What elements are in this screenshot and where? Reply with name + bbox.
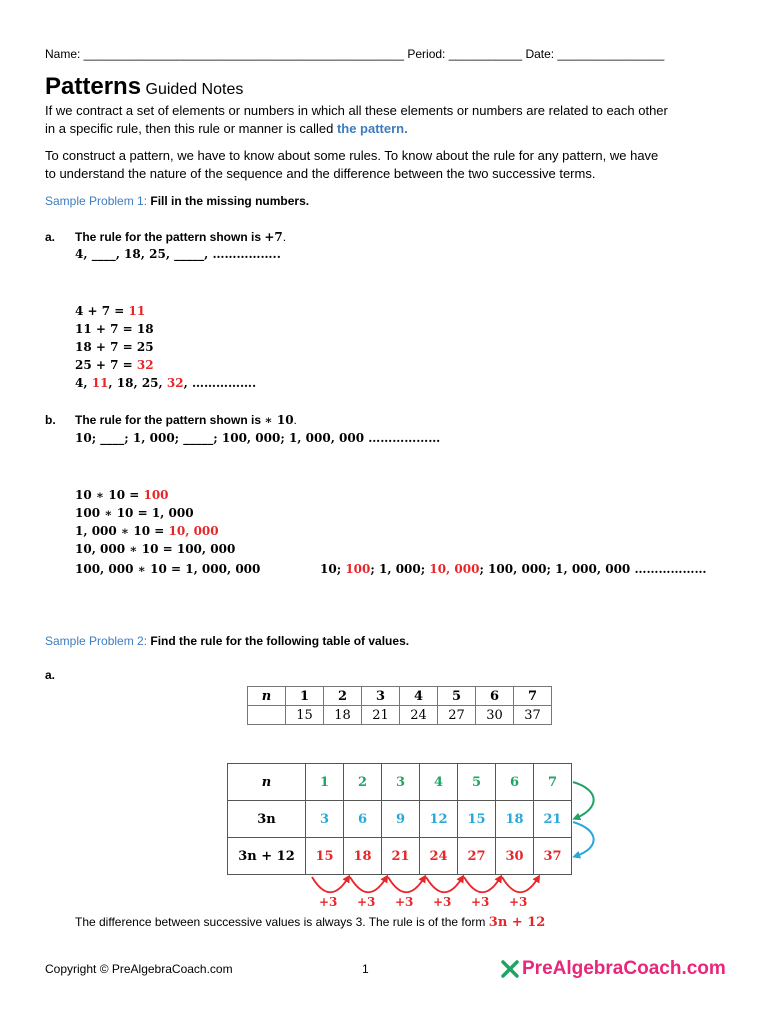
sample2-instruction: Find the rule for the following table of values. [150, 634, 410, 648]
part-a-marker: a. [45, 230, 56, 244]
answer-a-part: , ……………. [183, 376, 257, 390]
output-cell: 18 [344, 838, 382, 875]
step-rhs: 10, 000 [168, 524, 219, 538]
n-cell: 7 [514, 687, 552, 706]
answer-b-fill: 100 [345, 562, 371, 576]
step-rhs: 100 [143, 488, 169, 502]
three-n-cell: 6 [344, 801, 382, 838]
step-lhs: 18 + 7 = [75, 340, 137, 354]
answer-b-part: 10; [320, 562, 346, 576]
sample1-label: Sample Problem 1: [45, 194, 148, 208]
step-lhs: 100, 000 ∗ 10 = [75, 562, 186, 576]
part-b-rule-value: ∗ 10 [264, 413, 294, 427]
n-cell: 7 [534, 764, 572, 801]
output-cell: 24 [400, 706, 438, 725]
sample2-marker: a. [45, 668, 56, 682]
step-rhs: 25 [136, 340, 154, 354]
answer-b-part: ; 1, 000; [370, 562, 430, 576]
step-lhs: 1, 000 ∗ 10 = [75, 524, 169, 538]
title-text: Patterns [45, 73, 142, 100]
answer-a-part: 4, [75, 376, 92, 390]
row-label-n: n [228, 764, 306, 801]
difference-label: +3 [319, 895, 338, 909]
n-cell: 3 [362, 687, 400, 706]
difference-arc [388, 877, 424, 892]
difference-label: +3 [433, 895, 452, 909]
difference-arc [502, 877, 538, 892]
n-cell: 3 [382, 764, 420, 801]
difference-arcs [312, 877, 538, 892]
answer-a-fill: 11 [91, 376, 109, 390]
n-cell: 4 [420, 764, 458, 801]
output-cell: 30 [496, 838, 534, 875]
answer-a-fill: 32 [166, 376, 184, 390]
output-cell: 21 [362, 706, 400, 725]
output-cell: 37 [514, 706, 552, 725]
intro-p1-text: in a specific rule, then this rule or manner is called [45, 121, 334, 136]
part-a-sequence: 4, ____, 18, 25, _____, …………….. [75, 247, 281, 261]
part-b-rule: The rule for the pattern shown is ∗ 10. [75, 413, 297, 427]
step-rhs: 32 [136, 358, 154, 372]
answer-b-fill: 10, 000 [429, 562, 480, 576]
three-n-cell: 3 [306, 801, 344, 838]
part-b-marker: b. [45, 413, 56, 427]
difference-arc [426, 877, 462, 892]
brand-text: PreAlgebraCoach.com [522, 958, 726, 979]
cyan-curve-arrow [573, 822, 594, 856]
difference-arc [312, 877, 348, 892]
step-rhs: 1, 000 [151, 506, 194, 520]
green-curve-arrow [573, 782, 594, 818]
n-cell: 6 [476, 687, 514, 706]
pencil-cross-icon [500, 959, 520, 979]
output-cell: 27 [458, 838, 496, 875]
step-lhs: 10, 000 ∗ 10 = [75, 542, 177, 556]
output-cell: 27 [438, 706, 476, 725]
three-n-cell: 18 [496, 801, 534, 838]
output-cell: 37 [534, 838, 572, 875]
part-b-rule-text: The rule for the pattern shown is [75, 413, 262, 427]
page-number: 1 [362, 962, 369, 976]
n-cell: 2 [324, 687, 362, 706]
n-cell: 4 [400, 687, 438, 706]
n-cell: 6 [496, 764, 534, 801]
difference-label: +3 [357, 895, 376, 909]
output-cell: 21 [382, 838, 420, 875]
step-lhs: 11 + 7 = [75, 322, 137, 336]
conclusion-text: The difference between successive values is always 3. The rule is of the form [75, 915, 486, 929]
output-cell: 15 [306, 838, 344, 875]
answer-b-part: ; 100, 000; 1, 000, 000 ……………… [479, 562, 707, 576]
row-label-rule: 3n + 12 [228, 838, 306, 875]
part-b-sequence: 10; ____; 1, 000; _____; 100, 000; 1, 000, 000 ……………… [75, 431, 441, 445]
step-lhs: 100 ∗ 10 = [75, 506, 152, 520]
n-cell: 1 [286, 687, 324, 706]
three-n-cell: 21 [534, 801, 572, 838]
step-lhs: 10 ∗ 10 = [75, 488, 144, 502]
conclusion [75, 915, 545, 930]
header-cell: n [248, 687, 286, 706]
sample2-label: Sample Problem 2: [45, 634, 148, 648]
sample1-instruction: Fill in the missing numbers. [150, 194, 310, 208]
three-n-cell: 12 [420, 801, 458, 838]
n-cell: 2 [344, 764, 382, 801]
step-lhs: 25 + 7 = [75, 358, 137, 372]
step-lhs: 4 + 7 = [75, 304, 129, 318]
copyright: Copyright © PreAlgebraCoach.com [45, 962, 233, 976]
difference-arc [350, 877, 386, 892]
row-label-3n: 3n [228, 801, 306, 838]
subtitle-text: Guided Notes [145, 81, 244, 98]
n-cell: 5 [458, 764, 496, 801]
name-period-date-line: Name: ________________________________________________ Period: ___________ Date: ________________ [45, 47, 665, 61]
difference-label: +3 [471, 895, 490, 909]
conclusion-rule: 3n + 12 [488, 915, 546, 930]
answer-a-part: , 18, 25, [108, 376, 167, 390]
difference-label: +3 [509, 895, 528, 909]
output-cell: 15 [286, 706, 324, 725]
three-n-cell: 9 [382, 801, 420, 838]
intro-p2-line2: to understand the nature of the sequence and the difference between the two successive terms. [45, 166, 596, 181]
step-rhs: 100, 000 [176, 542, 236, 556]
intro-p1-line1: If we contract a set of elements or numbers in which all these elements or numbers are related to each other [45, 103, 668, 118]
part-a-rule: The rule for the pattern shown is +7. [75, 230, 287, 244]
n-cell: 1 [306, 764, 344, 801]
part-a-rule-text: The rule for the pattern shown is [75, 230, 262, 244]
output-cell: 30 [476, 706, 514, 725]
n-cell: 5 [438, 687, 476, 706]
intro-p2-line1: To construct a pattern, we have to know about some rules. To know about the rule for any pattern, we have [45, 148, 659, 163]
three-n-cell: 15 [458, 801, 496, 838]
step-rhs: 1, 000, 000 [185, 562, 261, 576]
pattern-term: the pattern. [336, 121, 408, 136]
difference-label: +3 [395, 895, 414, 909]
part-a-rule-value: +7 [264, 230, 283, 244]
output-cell: 18 [324, 706, 362, 725]
brand-logo [500, 958, 726, 980]
difference-arc [464, 877, 500, 892]
output-cell: 24 [420, 838, 458, 875]
step-rhs: 18 [136, 322, 154, 336]
step-rhs: 11 [128, 304, 146, 318]
